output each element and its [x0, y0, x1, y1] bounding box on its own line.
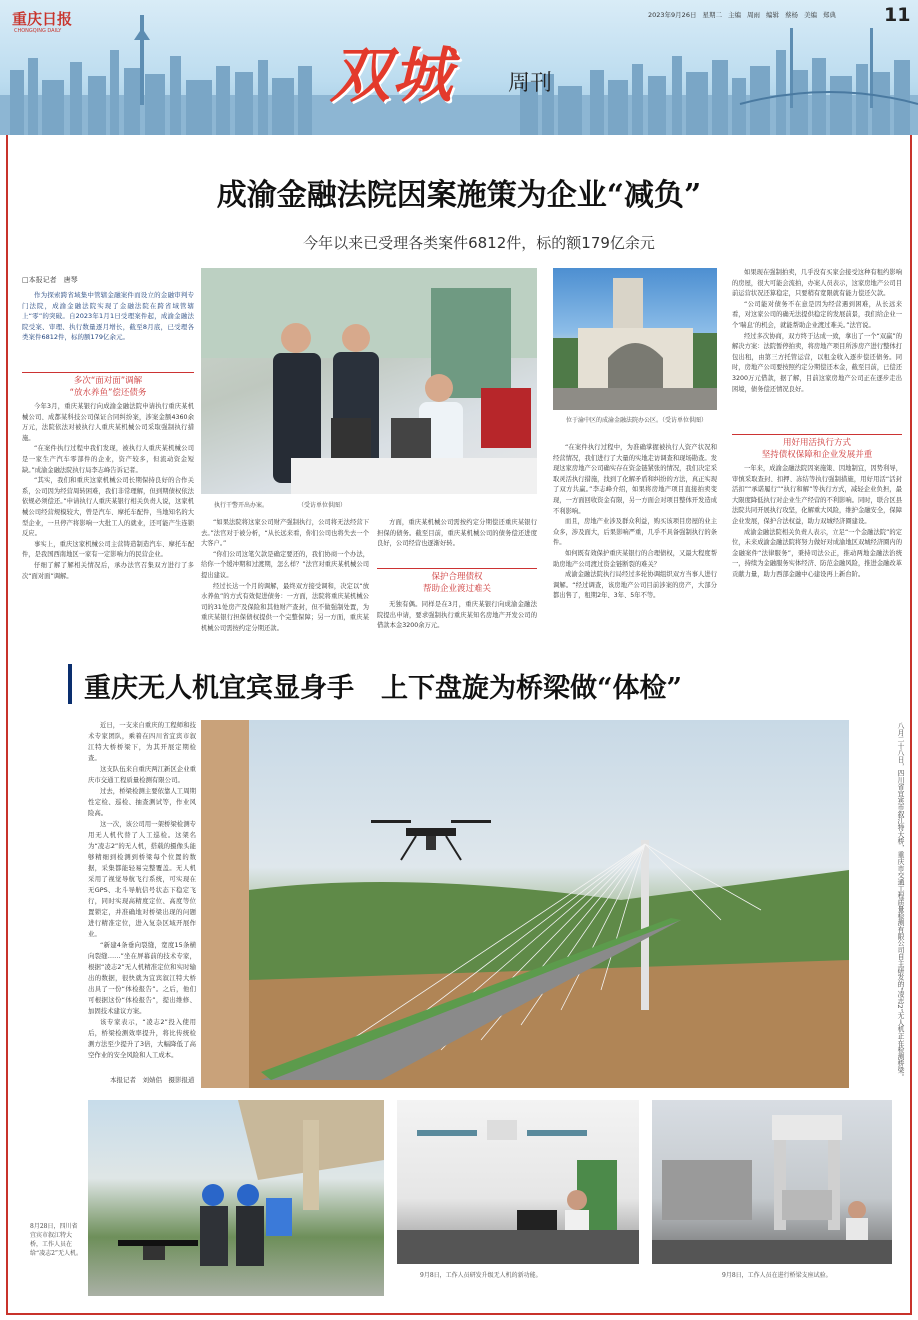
paragraph: 无独有偶。同样是在3月，重庆某银行向成渝金融法院提出申请，要求强制执行重庆某知名房地产开发公司的借款本金3200余万元。 — [377, 601, 537, 630]
article1-col5 — [732, 268, 902, 428]
article1-col3b — [377, 600, 537, 640]
paragraph: 过去，桥梁检测主要依靠人工周期性定检、巡检、抽查测试等，作业风险高。 — [88, 787, 196, 817]
staff-name: 蔡杨 — [784, 11, 798, 19]
subheading-3-line1: 用好用活执行方式 — [732, 434, 902, 449]
subheading-2-line2: 帮助企业渡过难关 — [422, 584, 491, 594]
photo-court-enforcement-illustration — [201, 268, 537, 494]
subheading-2 — [377, 568, 537, 595]
subheading-2-line1: 保护合理债权 — [377, 568, 537, 583]
photo-bearing-test — [652, 1100, 892, 1264]
photo-court-building — [553, 268, 717, 410]
article1-col2 — [201, 518, 369, 640]
article1-headline: 成渝金融法院因案施策为企业“减负” — [216, 178, 702, 213]
main-photo-caption: 八月二十八日，四川省宜宾市叙江特大桥，重庆市交通工程质量检测有限公司自主研发的“凌志2”无人机正在检测桥梁。 — [896, 722, 904, 1081]
photo-court-building-illustration — [553, 268, 717, 410]
paragraph: “其实，我们和重庆这家机械公司长期保持良好的合作关系，公司因为经营周转困难，我们非常理解，但到期债权依法依规必须偿还。”申请执行人重庆某银行相关负责人说，这家机械公司经营规模较大，曾是汽车、摩托车配件，当地知名的大型企业，一旦停产将影响一大批工人的就业，还可能产生连锁反应。 — [22, 477, 194, 538]
article1-col1 — [22, 402, 194, 642]
paragraph: 这支队伍来自重庆两江新区企业重庆市交通工程质量检测有限公司。 — [88, 765, 196, 784]
paragraph: “在案件执行过程中我们发现，被执行人重庆某机械公司是一家生产汽车零部件的企业，资产较多，但流动资金短缺。”成渝金融法院执行局李志峰告诉记者。 — [22, 445, 194, 474]
staff-role: 编辑 — [765, 11, 779, 19]
paragraph: 如何既有效保护重庆某银行的合理债权，又最大程度帮助房地产公司渡过资金链断裂的难关？ — [553, 549, 717, 568]
photo-bridge-drone-illustration — [201, 720, 849, 1088]
paragraph: 而且，房地产业涉及群众利益，购买该项目房屋的业主众多，涉及面大，后果影响严重，几乎不具备强制执行的条件。 — [553, 518, 717, 547]
paragraph: “如果法院将这家公司财产强制执行，公司将无法经营下去。”法官对于被分析，“从长远来看，你们公司也将失去一个大客户。” — [201, 519, 369, 548]
paragraph: 事实上，重庆这家机械公司主营铸造制造汽车、摩托车配件，是我国西南地区一家有一定影响力的民营企业。 — [22, 540, 194, 559]
paragraph: 方面，重庆某机械公司需按约定分期偿还重庆某银行担保的债务。截至目前，重庆某机械公司的债务偿还进度良好，公司经营也逐渐好转。 — [377, 519, 537, 548]
photo-drone-lab — [397, 1100, 639, 1264]
photo-workers-drone-illustration — [88, 1100, 384, 1296]
subheading-1-line1: 多次“面对面”调解 — [22, 372, 194, 387]
photo-workers-drone — [88, 1100, 384, 1296]
article2-body — [88, 720, 196, 1072]
staff-name: 周雨 — [746, 11, 760, 19]
section-suffix: 周刊 — [508, 71, 553, 96]
masthead-info — [648, 10, 836, 19]
staff-name: 郑典 — [822, 11, 836, 19]
article1-col3 — [377, 518, 537, 566]
paragraph: 今年3月，重庆某银行向成渝金融法院申请执行重庆某机械公司、成都某科技公司保证合同纠纷案，涉案金额4360余万元，法院依法对被执行人重庆某机械公司采取强制执行措施。 — [22, 403, 194, 442]
subheading-1-line2: “放水养鱼”偿还债务 — [69, 388, 147, 398]
photo-court-enforcement — [201, 268, 537, 494]
paragraph: 这一次，该公司用一架桥梁检测专用无人机代替了人工巡检。这架名为“凌志2”的无人机，搭载的摄像头能够精细到检测到桥梁每个位置的数据，采集都能轻易完整覆盖。无人机采用了视觉导航飞行系统，可实现在无GPS、北斗导航信号状态下稳定飞行，同时实现高精度定位、高度等位置锁定，并准确地对桥梁出现的问题进行精准定位，进入复杂区域开展作业。 — [88, 820, 196, 938]
subheading-1 — [22, 372, 194, 399]
paragraph: 如果现在强制拍卖，几乎没有买家会接受这种有租约影响的房屋，很大可能会流拍，办案人员表示，这家房地产公司目前运营状况还算稳定，只要稍有宽限就有能力偿还欠款。 — [732, 269, 902, 298]
photo-bearing-test-illustration — [652, 1100, 892, 1264]
photo-drone-lab-illustration — [397, 1100, 639, 1264]
article1-lead — [22, 290, 194, 360]
headline-accent-bar — [68, 664, 72, 704]
staff-role: 主编 — [727, 11, 741, 19]
paragraph: 一年来，成渝金融法院因案施策、因地制宜，因势利导，审慎采取查封、扣押、冻结等执行强制措施，用好用活“活封活扣”“承诺履行”“执行和解”等执行方式，减轻企业负担，最大限度降低执行对企业生产经营的不利影响。同时，联合区县法院共同开展执行攻坚，化解重大风险，维护金融安全，保障企业发展，保护合法权益，助力双城经济圈建设。 — [732, 465, 902, 525]
weekday: 星期二 — [702, 11, 722, 19]
paragraph: “在案件执行过程中，为准确掌握被执行人资产状况和经营情况，我们进行了大量的实地走访调查和现场勘查。发现这家房地产公司确实存在资金链紧张的情况，我们决定采取灵活执行措施，找到了化解矛盾和纠纷的方法，真正实现了双方共赢。”李志峰介绍，如果将房地产项目直接拍卖变现，一方面回收资金有限，另一方面会对项目整体开发造成不利影响。 — [553, 444, 717, 515]
paragraph: 经过长达一个月的调解，最终双方接受调和，决定以“放水养鱼”的方式有效促进债务：一方面，法院将重庆某机械公司的31处房产及保险和其他财产查封，但不做强制处置，为重庆某银行担保债权提供一个完整保障；另一方面，重庆某机械公司需按约定分期还款。 — [201, 582, 369, 632]
article1-col4 — [553, 443, 717, 643]
section-title: 双城 — [330, 41, 454, 111]
paragraph: 近日，一支来自重庆的工程师和技术专家团队，乘着在四川省宜宾市叙江特大桥桥梁下，为其开展定期检查。 — [88, 721, 196, 762]
paragraph: 仔细了解了解相关情况后，承办法官召集双方进行了多次“面对面”调解。 — [22, 561, 194, 580]
drone-icon — [371, 820, 491, 860]
subheading-3-line2: 坚持债权保障和企业发展并重 — [761, 450, 873, 460]
photo2-caption: 位于渝中区的成渝金融法院办公区。（受访单位供图） — [566, 417, 708, 424]
photo1-caption: 执行干警开出办案。 （受访单位供图） — [214, 502, 347, 509]
paragraph: 经过多次协商，双方终于达成一致，拿出了一个“双赢”的解决方案：法院暂停拍卖，将房地产项目所涉房产进行整体打包出租，由第三方托管运营，以租金收入逐步偿还债务。同时，房地产公司要按照约定分期偿还本金，截至目前，已偿还3200万元借款，据了解，目前这家房地产公司正在逐步走出困境，债务偿还情况良好。 — [732, 332, 902, 393]
photo-a-caption: 8月28日，四川省宜宾市叙江特大桥，工作人员在给“凌志2”无人机。 — [30, 1223, 82, 1257]
photo-bridge-drone — [201, 720, 849, 1088]
paragraph: 成渝金融法院相关负责人表示，立足“一个金融法院”的定位，未来成渝金融法院将努力做好对成渝地区双城经济圈内的金融案件“法律服务”，秉持司法公正，推动两地金融法治统一，持续为金融服务实体经济、防范金融风险，推进金融改革贡献力量，助力西部金融中心建设再上新台阶。 — [732, 528, 902, 578]
article2-byline: 本报记者 刘婧侣 摄影报道 — [110, 1076, 195, 1084]
photo-c-caption: 9月8日，工作人员在进行桥梁支座试验。 — [722, 1272, 832, 1279]
paragraph: “新建4条垂向裂缝，宽度15条横向裂缝……”坐在屏幕前的技术专家，根据“凌志2”无人机精准定位和实时输出的数据，很快就为宜宾叙江特大桥出具了一份“体检报告”。之后，他们可根据这份“体检报告”，提出维修、加固技术建议方案。 — [88, 941, 196, 1015]
photo-b-caption: 9月8日，工作人员研发升级无人机的新功能。 — [420, 1272, 542, 1279]
paragraph: 成渝金融法院执行局经过多轮协调组织双方当事人进行调解。“经过调查，该房地产公司目前涉案的房产，大部分都出售了，租期2年、3年、5年不等。 — [553, 571, 717, 600]
lead-paragraph: 作为探索跨省域集中管辖金融案件而设立的金融审判专门法院，成渝金融法院实现了金融法院在跨省域管辖上“零”的突破。自2023年1月1日受理案件起，成渝金融法院受案、审理、执行数量逐月增长，截至8月底，已受理各类案件6812件，标的额179亿余元。 — [22, 291, 194, 342]
paper-name: 重庆日报 — [12, 10, 73, 28]
article1-byline: □本报记者 唐琴 — [22, 276, 78, 284]
article1-col5b — [732, 464, 902, 644]
subheading-3 — [732, 434, 902, 461]
article2-headline: 重庆无人机宜宾显身手 上下盘旋为桥梁做“体检” — [84, 673, 683, 704]
article1-subhead: 今年以来已受理各类案件6812件，标的额179亿余元 — [303, 234, 655, 252]
paper-name-en: CHONGQING DAILY — [14, 28, 62, 34]
city-skyline-illustration — [0, 0, 918, 135]
paragraph: “你们公司这笔欠款是确定要还的，我们协商一个办法，给你一个缓冲期和过渡期，怎么样？”法官对重庆某机械公司提出建议。 — [201, 550, 369, 579]
paragraph: “公司能对债务不在意是因为经营遇到困难，从长远来看，对这家公司的确无法提供稳定的发展前景，我们给企业一个‘喘息’的机会，就能帮助企业渡过难关。”法官说。 — [732, 300, 902, 329]
masthead-banner — [0, 0, 918, 135]
issue-date: 2023年9月26日 — [648, 11, 697, 19]
page-number: 11 — [884, 4, 911, 26]
staff-role: 美编 — [803, 11, 817, 19]
paragraph: 该专家表示，“凌志2”投入使用后，桥梁检测效率提升，将比传统检测方法至少提升了3倍，大幅降低了高空作业的安全风险和人工成本。 — [88, 1018, 196, 1059]
